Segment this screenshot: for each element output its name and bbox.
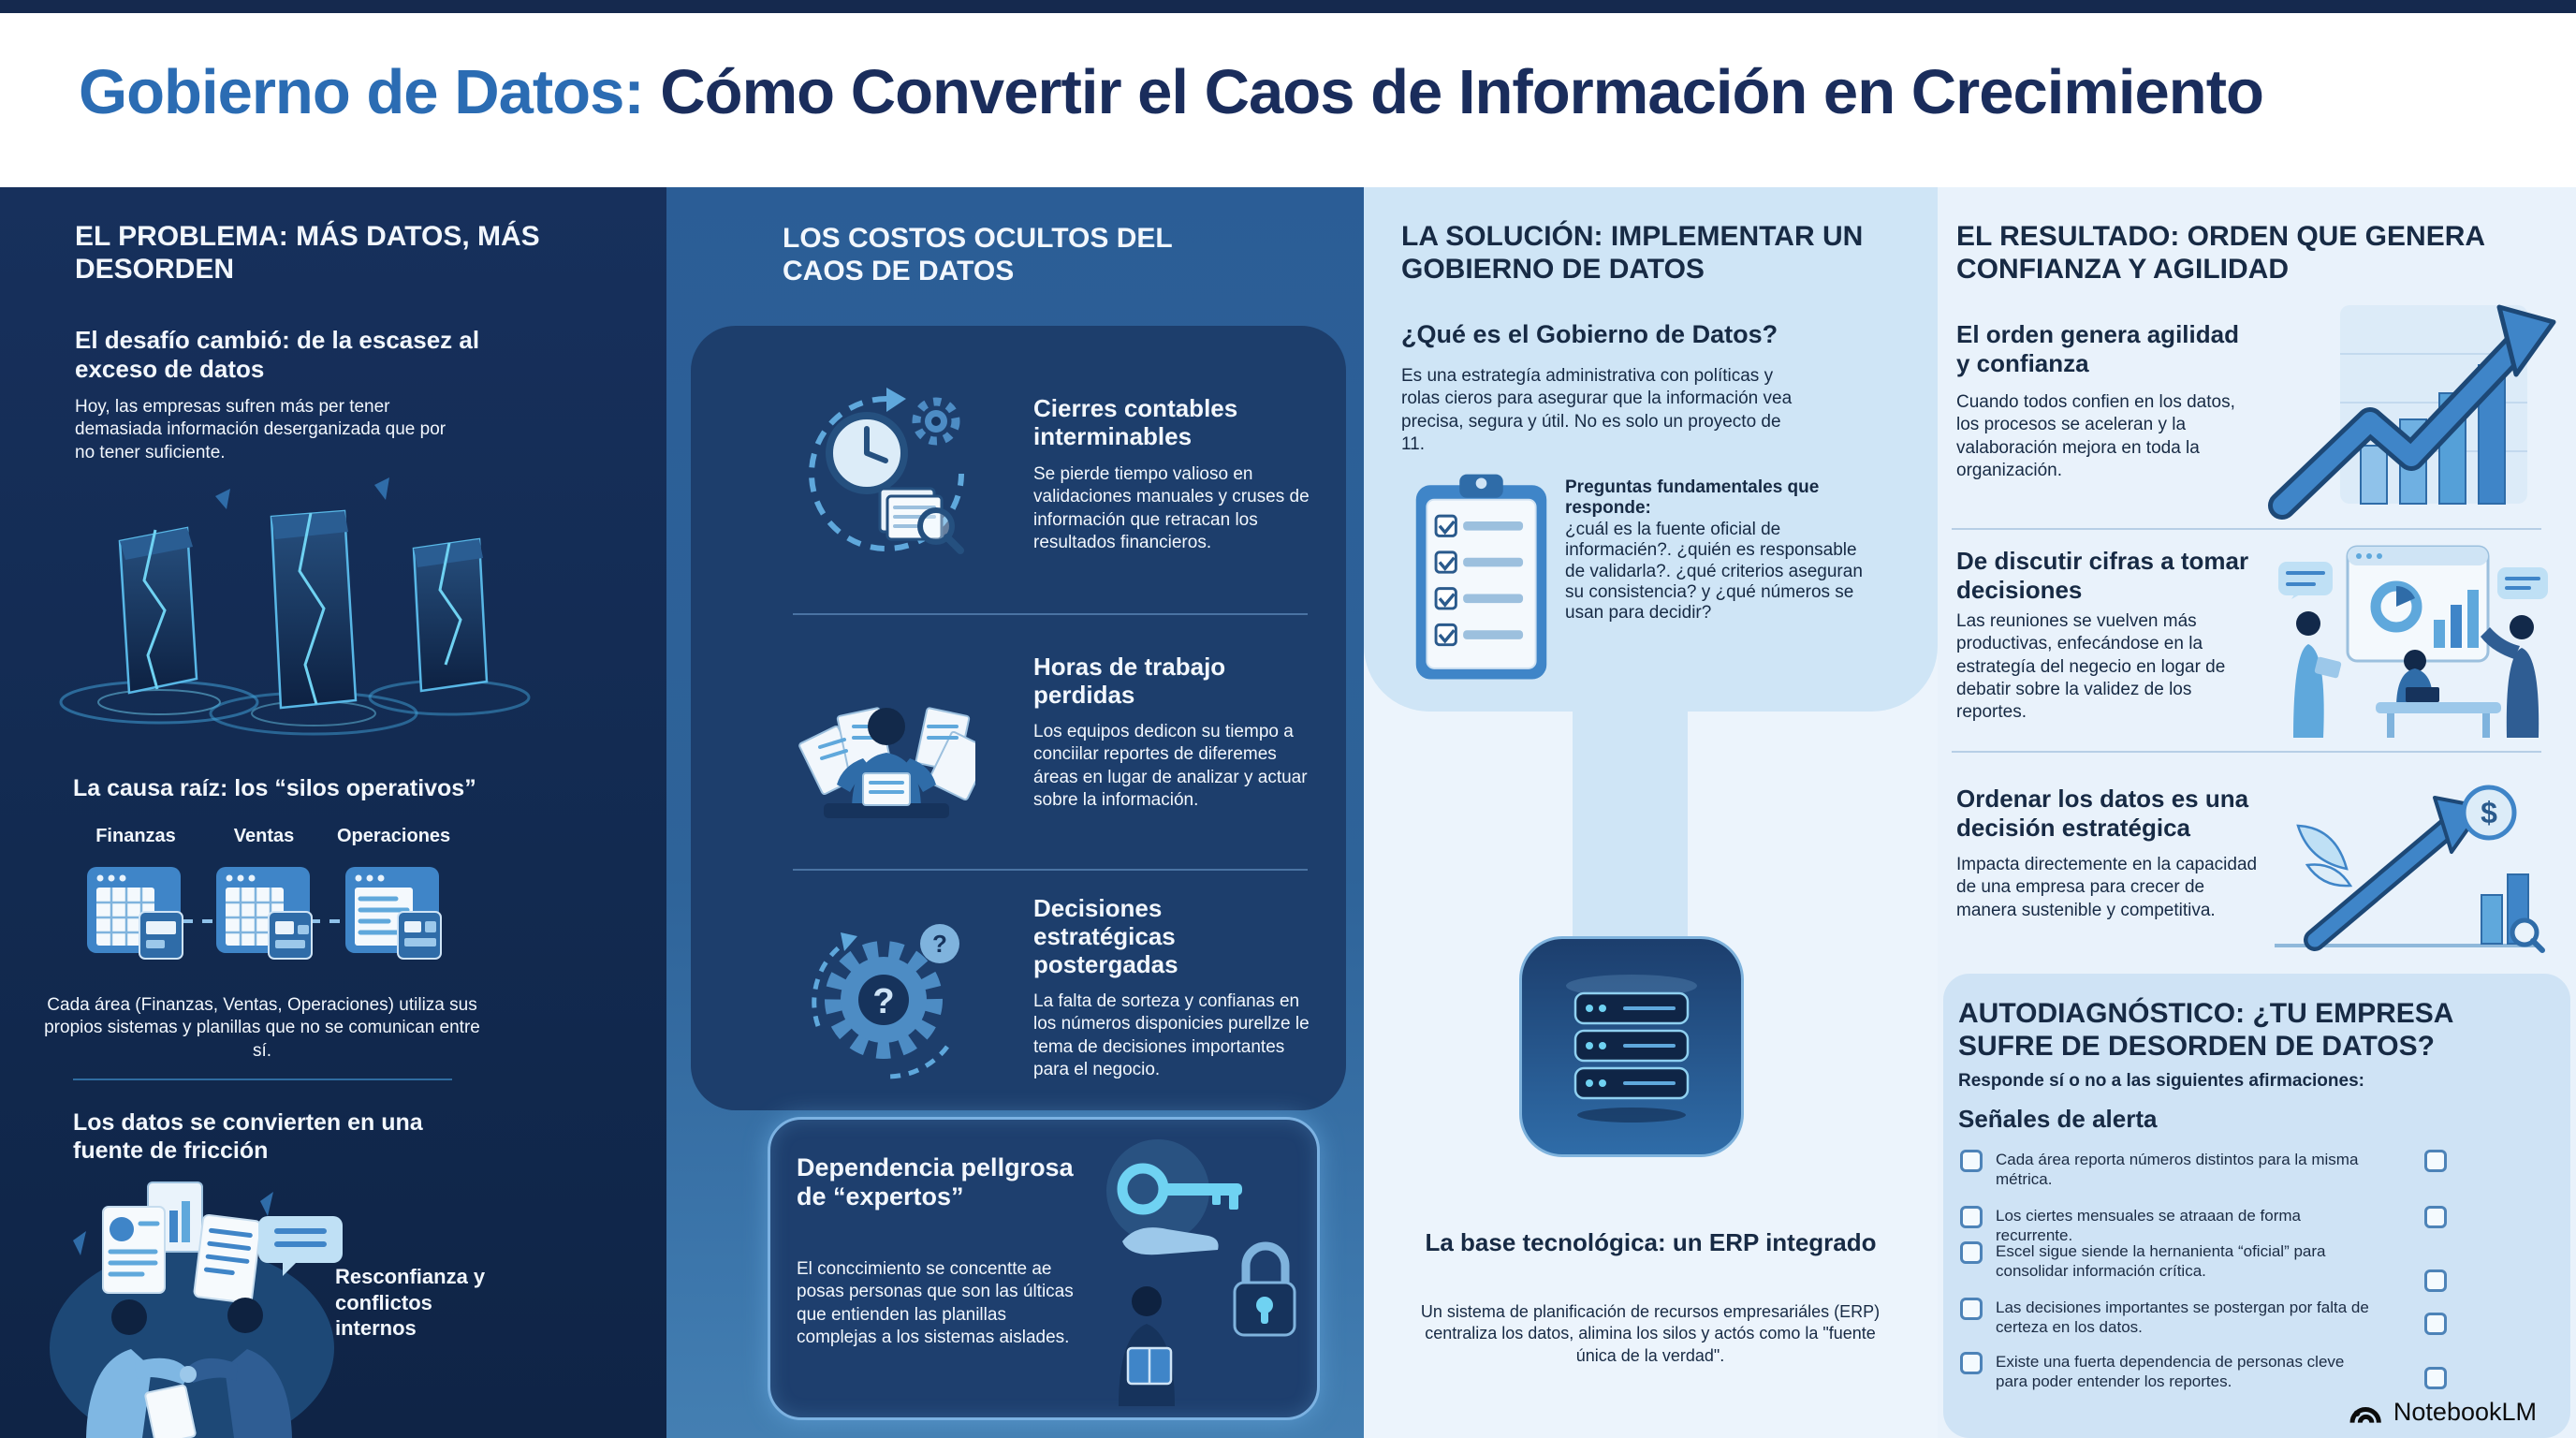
silo-window-ventas [216, 867, 312, 959]
checklist-item-4: Las decisiones importantes se postergan por falta de certeza en los datos. [1996, 1299, 2369, 1337]
result-item-2-body: Las reuniones se vuelven más productivas, enfecándose en la estrategía del negecio en logar de debatir sobre la validez de los reportes. [1956, 611, 2226, 723]
questions-body: ¿cuál es la fuente oficial de informacién?. ¿quién es responsable de validarla?. ¿qué criterios aseguran su consistencia? y ¿qué números se usan para decidir? [1565, 519, 1863, 624]
cost-item-1-body: Se pierde tiempo valioso en validaciones manuales y cruses de información que retracan los resultados financieros. [1033, 464, 1310, 552]
notebooklm-logo [2348, 1397, 2385, 1427]
result-item-3-title: Ordenar los datos es una decisión estratégica [1956, 785, 2249, 842]
cost-item-2-body: Los equipos dedicon su tiempo a conciilar reportes de diferemes áreas en lugar de analizar y actuar sobre la información. [1033, 722, 1308, 810]
database-stack-icon [1522, 939, 1741, 1154]
checkbox-left-2[interactable] [1960, 1206, 1983, 1228]
checkbox-right-2[interactable] [2424, 1206, 2447, 1228]
cost-item-1-title: Cierres contables interminables [1033, 394, 1238, 450]
dollar-growth-icon [2261, 775, 2551, 959]
checkbox-right-1[interactable] [2424, 1150, 2447, 1172]
checkbox-right-4[interactable] [2424, 1313, 2447, 1335]
problem-subheading: El desafío cambió: de la escasez al exceso de datos [75, 326, 480, 383]
small-question-glyph: ? [932, 930, 947, 958]
what-is-body: Es una estrategía administrativa con políticas y rolas cieros para asegurar que la información vea precisa, segura y útil. No es solo un proyecto de 11. [1401, 366, 1793, 454]
overwhelmed-person-papers-icon [798, 653, 975, 831]
questions-title: Preguntas fundamentales que responde: [1565, 477, 1820, 519]
erp-heading: La base tecnológica: un ERP integrado [1425, 1228, 1877, 1256]
clock-documents-icon [798, 386, 975, 564]
column-hidden-costs [666, 187, 1364, 1438]
problem-body: Hoy, las empresas sufren más per tener demasiada información deserganizada que por no tener suficiente. [75, 397, 446, 462]
team-meeting-illustration [2256, 541, 2560, 740]
key-padlock-person-icon [1089, 1131, 1304, 1406]
page-title-accent: Gobierno de Datos: [79, 57, 644, 127]
silo-label-operaciones: Operaciones [337, 826, 451, 846]
result-header: EL RESULTADO: ORDEN QUE GENERA CONFIANZA Y AGILIDAD [1956, 221, 2484, 285]
notebooklm-label: NotebookLM [2393, 1397, 2537, 1426]
checklist-item-3: Escel sigue siende la hernanienta “oficial” para consolidar información crítica. [1996, 1242, 2326, 1281]
top-accent-bar [0, 0, 2576, 13]
column-solution [1364, 187, 1938, 1438]
checkbox-left-4[interactable] [1960, 1298, 1983, 1320]
people-arguing-illustration [37, 1175, 346, 1438]
checklist-row [1960, 1352, 2447, 1392]
result-divider-2 [1952, 751, 2541, 753]
gears-question-icon [798, 906, 975, 1084]
erp-body: Un sistema de planificación de recursos empresariáles (ERP) centraliza los datos, alimina los silos y actós como la "fuente única de la verdad". [1420, 1302, 1881, 1365]
solution-header: LA SOLUCIÓN: IMPLEMENTAR UN GOBIERNO DE DATOS [1401, 221, 1864, 285]
result-item-1-body: Cuando todos confien en los datos, los procesos se aceleran y la valaboración mejora en toda la organización. [1956, 392, 2235, 480]
costs-divider-2 [793, 869, 1308, 871]
silos-caption: Cada área (Finanzas, Ventas, Operaciones) utiliza sus propios sistemas y planillas que no se comunican entre sí. [44, 995, 480, 1061]
column-result [1938, 187, 2576, 1438]
cost-item-4-body: El conccimiento se concentte ae posas personas que son las últicas que entienden las planillas complejas a los sistemas aislades. [797, 1259, 1074, 1347]
friction-heading: Los datos se convierten en una fuente de fricción [73, 1109, 423, 1164]
growth-arrow-chart-icon [2265, 288, 2560, 524]
diagnostic-subheading: Señales de alerta [1958, 1105, 2158, 1133]
col1-divider [73, 1078, 452, 1080]
column-problem [0, 187, 666, 1438]
result-divider-1 [1952, 528, 2541, 530]
cost-item-4-title: Dependencia pellgrosa de “expertos” [797, 1153, 1074, 1211]
silo-label-finanzas: Finanzas [95, 826, 176, 846]
checkbox-right-3[interactable] [2424, 1269, 2447, 1292]
diagnostic-intro: Responde sí o no a las siguientes afirmaciones: [1958, 1071, 2364, 1091]
root-cause-heading: La causa raíz: los “silos operativos” [73, 775, 476, 801]
result-item-2-title: De discutir cifras a tomar decisiones [1956, 547, 2249, 604]
checkbox-right-5[interactable] [2424, 1367, 2447, 1389]
expert-dependency-box [768, 1117, 1320, 1420]
problem-header: EL PROBLEMA: MÁS DATOS, MÁS DESORDEN [75, 221, 540, 285]
silo-label-ventas: Ventas [233, 826, 295, 846]
silo-windows-icons [51, 854, 482, 985]
friction-label: Resconfianza y conflictos internos [335, 1265, 486, 1340]
gear-question-glyph: ? [872, 982, 895, 1021]
page-title [79, 56, 2531, 128]
checklist-row [1960, 1150, 2447, 1190]
cost-item-3-title: Decisiones estratégicas postergadas [1033, 894, 1178, 978]
coin-glyph: $ [2481, 796, 2497, 829]
cost-item-2-title: Horas de trabajo perdidas [1033, 653, 1226, 709]
result-item-3-body: Impacta directemente en la capacidad de una empresa para crecer de manera sustenible y competitiva. [1956, 855, 2258, 920]
checkbox-left-1[interactable] [1960, 1150, 1983, 1172]
broken-pillars-illustration [47, 468, 534, 749]
checklist-item-5: Existe una fuerta dependencia de personas cleve para poder entender los reportes. [1996, 1353, 2345, 1391]
checklist-item-1: Cada área reporta números distintos para la misma métrica. [1996, 1151, 2359, 1189]
checklist-item-2: Los ciertes mensuales se atraaan de forma recurrente. [1996, 1207, 2302, 1245]
diagnostic-header: AUTODIAGNÓSTICO: ¿TU EMPRESA SUFRE DE DESORDEN DE DATOS? [1958, 998, 2453, 1062]
what-is-heading: ¿Qué es el Gobierno de Datos? [1401, 320, 1778, 348]
checkbox-left-5[interactable] [1960, 1352, 1983, 1374]
cost-item-3-body: La falta de sorteza y confianas en los números disponicies purellze le tema de decisiones importantes para el negocio. [1033, 991, 1310, 1079]
clipboard-checklist-icon [1409, 466, 1554, 689]
silo-window-finanzas [87, 867, 183, 959]
checklist-row [1960, 1241, 2447, 1292]
silo-window-operaciones [345, 867, 441, 959]
notebooklm-badge [2348, 1397, 2537, 1427]
solution-connector-stem [1573, 700, 1688, 951]
costs-header: LOS COSTOS OCULTOS DEL CAOS DE DATOS [783, 223, 1173, 286]
costs-divider-1 [793, 613, 1308, 615]
title-band [0, 13, 2576, 187]
page-title-rest: Cómo Convertir el Caos de Información en Crecimiento [643, 57, 2263, 127]
result-item-1-title: El orden genera agilidad y confianza [1956, 320, 2239, 377]
erp-icon-box [1519, 936, 1744, 1157]
checklist-row [1960, 1298, 2447, 1338]
checklist-row [1960, 1206, 2447, 1246]
checkbox-left-3[interactable] [1960, 1241, 1983, 1264]
